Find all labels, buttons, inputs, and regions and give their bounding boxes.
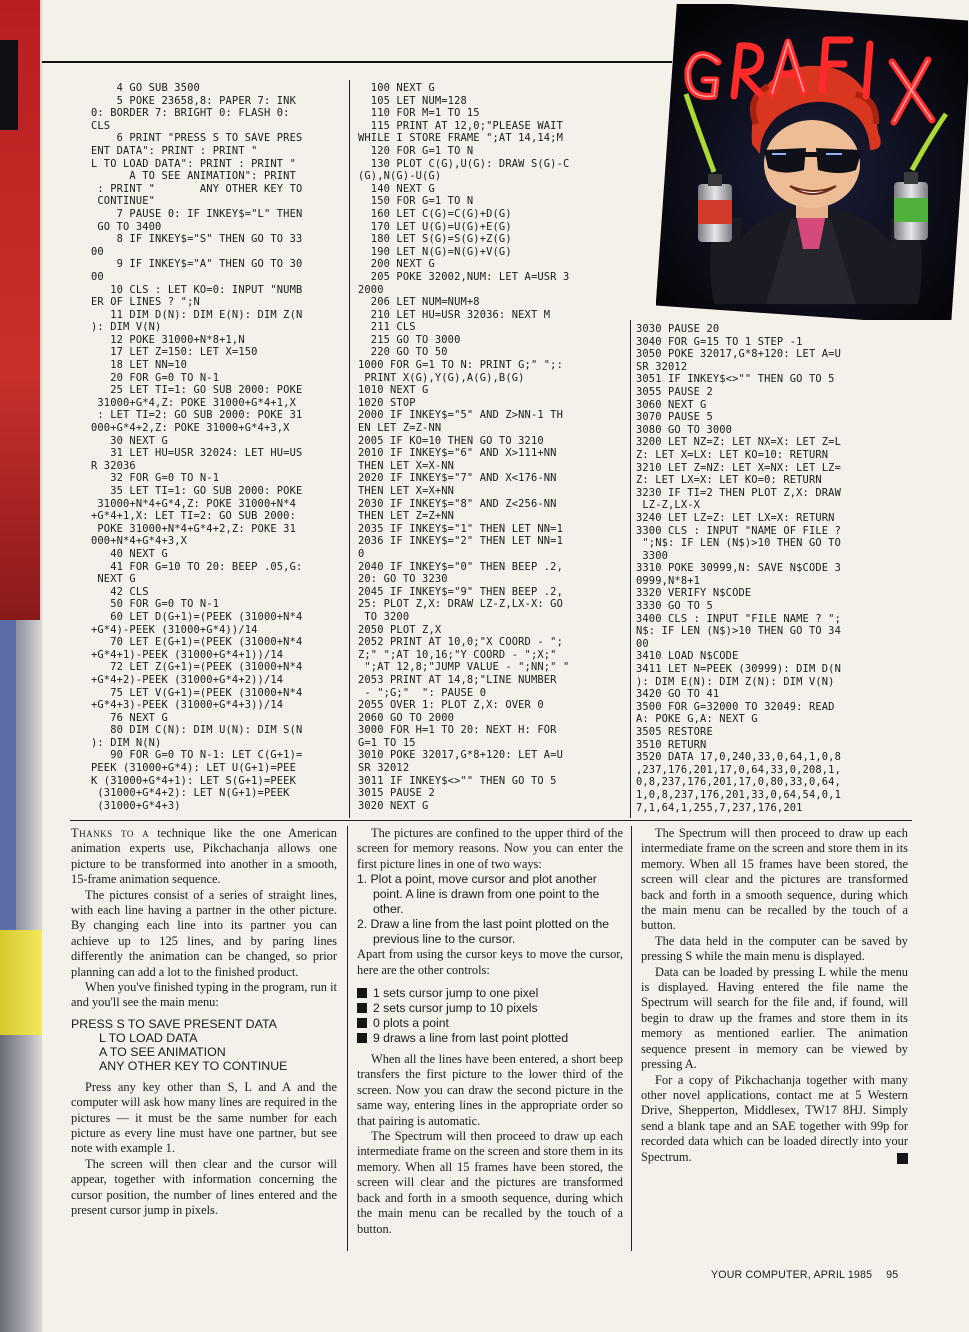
- article-paragraph: The Spectrum will then proceed to draw up each intermediate frame on the screen and store them in its memory. When all 15 frames have been stored, the screen will clear and the pictures are transformed back and forth in a smooth sequence, during which the main menu can be recalled by the touch of a button.: [357, 1129, 623, 1236]
- article-paragraph: Data can be loaded by pressing L while the menu is displayed. Having entered the file name the Spectrum will search for the file and, if found, will begin to draw up the frames and store them in its memory as mentioned earlier. The animation sequence present in memory can be viewed by pressing A.: [641, 964, 908, 1072]
- listing-divider-2: [630, 320, 631, 818]
- bullet-square-icon: [357, 1003, 367, 1013]
- article-column-2: [357, 826, 623, 1237]
- article-paragraph: Press any key other than S, L and A and the computer will ask how many lines are required in the pictures — it must be the same number for each picture as every line must have one partner, but see note with example 1.: [71, 1079, 337, 1156]
- article-paragraph: The Spectrum will then proceed to draw up each intermediate frame on the screen and store them in its memory. When all 15 frames have been stored, the screen will clear and the pictures are transformed back and forth in a smooth sequence, during which the main menu can be recalled by the touch of a button.: [641, 826, 908, 933]
- control-text: 2 sets cursor jump to 10 pixels: [373, 1001, 538, 1016]
- control-text: 1 sets cursor jump to one pixel: [373, 986, 539, 1001]
- article-column-1: [71, 826, 337, 1218]
- page-number: 95: [886, 1269, 899, 1281]
- listing-divider-1: [349, 80, 350, 818]
- article-column-3: [641, 826, 908, 1165]
- list-item: [357, 1016, 623, 1031]
- article-paragraph: When all the lines have been entered, a short beep transfers the first picture to the lower third of the screen. Now you can draw the second picture in the same way, entering lines in the appropriate order so that pairing is automatic.: [357, 1052, 623, 1128]
- text-divider-1: [347, 826, 348, 1251]
- text-divider-2: [631, 826, 632, 1251]
- article-paragraph: [641, 1073, 908, 1165]
- article-paragraph: The pictures are confined to the upper third of the screen for memory reasons. Now you can enter the first picture lines in one of two ways:: [357, 826, 623, 871]
- bullet-square-icon: [357, 1033, 367, 1043]
- list-item: 2. Draw a line from the last point plotted on the previous line to the cursor.: [357, 917, 610, 947]
- menu-line: ANY OTHER KEY TO CONTINUE: [99, 1059, 288, 1074]
- facing-page-edge-blue: [0, 620, 16, 930]
- bullet-square-icon: [357, 988, 367, 998]
- menu-line: L TO LOAD DATA: [99, 1031, 198, 1046]
- page-footer: [711, 1269, 898, 1281]
- facing-page-edge-yellow: [0, 930, 42, 1035]
- end-mark-icon: [897, 1153, 908, 1164]
- magazine-issue: YOUR COMPUTER, APRIL 1985: [711, 1269, 873, 1281]
- article-paragraph: When you've finished typing in the program, run it and you'll see the main menu:: [71, 980, 337, 1010]
- article-paragraph: The data held in the computer can be saved by pressing S while the main menu is displayed.: [641, 933, 908, 964]
- list-item: [357, 986, 623, 1001]
- article-paragraph: Apart from using the cursor keys to move the cursor, here are the other controls:: [357, 947, 623, 977]
- lead-paragraph-text: technique like the one American animation experts use, Pikchachanja allows one picture to be transformed into another in a smooth, 15-frame animation sequence.: [71, 826, 337, 887]
- menu-line: A TO SEE ANIMATION: [99, 1045, 226, 1060]
- basic-listing-column-1: 4 GO SUB 3500 5 POKE 23658,8: PAPER 7: INK 0: BORDER 7: BRIGHT 0: FLASH 0: CLS 6 PRINT "PRESS S TO SAVE PRES ENT DATA": PRINT : PRINT " L TO LOAD DATA": PRINT : PRINT " A TO SEE ANIMATION": PRINT : PRINT " ANY OTHER KEY TO CONTINUE" 7 PAUSE 0: IF INKEY$="L" THEN GO TO 3400 8 IF INKEY$="S" THEN GO TO 33 00 9 IF INKEY$="A" THEN GO TO 30 00 10 CLS : LET KO=0: INPUT "NUMB ER OF LINES ? ";N 11 DIM D(N): DIM E(N): DIM Z(N ): DIM V(N) 12 POKE 31000+N*8+1,N 17 LET Z=150: LET X=150 18 LET NN=10 20 FOR G=0 TO N-1 25 LET TI=1: GO SUB 2000: POKE 31000+G*4,Z: POKE 31000+G*4+1,X : LET TI=2: GO SUB 2000: POKE 31 000+G*4+2,Z: POKE 31000+G*4+3,X 30 NEXT G 31 LET HU=USR 32024: LET HU=US R 32036 32 FOR G=0 TO N-1 35 LET TI=1: GO SUB 2000: POKE 31000+N*4+G*4,Z: POKE 31000+N*4 +G*4+1,X: LET TI=2: GO SUB 2000: POKE 31000+N*4+G*4+2,Z: POKE 31 000+N*4+G*4+3,X 40 NEXT G 41 FOR G=10 TO 20: BEEP .05,G: NEXT G 42 CLS 50 FOR G=0 TO N-1 60 LET D(G+1)=(PEEK (31000+N*4 +G*4)-PEEK (31000+G*4))/14 70 LET E(G+1)=(PEEK (31000+N*4 +G*4+1)-PEEK (31000+G*4+1))/14 72 LET Z(G+1)=(PEEK (31000+N*4 +G*4+2)-PEEK (31000+G*4+2))/14 75 LET V(G+1)=(PEEK (31000+N*4 +G*4+3)-PEEK (31000+G*4+3))/14 76 NEXT G 80 DIM C(N): DIM U(N): DIM S(N ): DIM N(N) 90 FOR G=0 TO N-1: LET C(G+1)= PEEK (31000+G*4): LET U(G+1)=PEE K (31000+G*4+1): LET S(G+1)=PEEK (31000+G*4+2): LET N(G+1)=PEEK (31000+G*4+3): [91, 82, 303, 812]
- grafix-illustration: [656, 4, 968, 320]
- lead-in: Thanks to a: [71, 826, 150, 840]
- controls-list: [357, 986, 623, 1046]
- basic-listing-column-2: 100 NEXT G 105 LET NUM=128 110 FOR M=1 TO 15 115 PRINT AT 12,0;"PLEASE WAIT WHILE I STORE FRAME ";AT 14,14;M 120 FOR G=1 TO N 130 PLOT C(G),U(G): DRAW S(G)-C (G),N(G)-U(G) 140 NEXT G 150 FOR G=1 TO N 160 LET C(G)=C(G)+D(G) 170 LET U(G)=U(G)+E(G) 180 LET S(G)=S(G)+Z(G) 190 LET N(G)=N(G)+V(G) 200 NEXT G 205 POKE 32002,NUM: LET A=USR 3 2000 206 LET NUM=NUM+8 210 LET HU=USR 32036: NEXT M 211 CLS 215 GO TO 3000 220 GO TO 50 1000 FOR G=1 TO N: PRINT G;" ";: PRINT X(G),Y(G),A(G),B(G) 1010 NEXT G 1020 STOP 2000 IF INKEY$="5" AND Z>NN-1 TH EN LET Z=Z-NN 2005 IF KO=10 THEN GO TO 3210 2010 IF INKEY$="6" AND X>111+NN THEN LET X=X-NN 2020 IF INKEY$="7" AND X<176-NN THEN LET X=X+NN 2030 IF INKEY$="8" AND Z<256-NN THEN LET Z=Z+NN 2035 IF INKEY$="1" THEN LET NN=1 2036 IF INKEY$="2" THEN LET NN=1 0 2040 IF INKEY$="0" THEN BEEP .2, 20: GO TO 3230 2045 IF INKEY$="9" THEN BEEP .2, 25: PLOT Z,X: DRAW LZ-Z,LX-X: GO TO 3200 2050 PLOT Z,X 2052 PRINT AT 10,0;"X COORD - "; Z;" ";AT 10,16;"Y COORD - ";X;" ";AT 12,8;"JUMP VALUE - ";NN;" " 2053 PRINT AT 14,8;"LINE NUMBER - ";G;" ": PAUSE 0 2055 OVER 1: PLOT Z,X: OVER 0 2060 GO TO 2000 3000 FOR H=1 TO 20: NEXT H: FOR G=1 TO 15 3010 POKE 32017,G*8+120: LET A=U SR 32012 3011 IF INKEY$<>"" THEN GO TO 5 3015 PAUSE 2 3020 NEXT G: [358, 82, 570, 812]
- control-text: 9 draws a line from last point plotted: [373, 1031, 569, 1046]
- menu-line: PRESS S TO SAVE PRESENT DATA: [71, 1016, 277, 1031]
- closing-paragraph-text: For a copy of Pikchachanja together with many other novel applications, contact me at 5 Western Drive, Shepperton, Middlesex, TW17 8HJ. Simply send a blank tape and an SAE together with 99p for recorded data which can be loaded directly into your Spectrum.: [641, 1072, 908, 1164]
- bullet-square-icon: [357, 1018, 367, 1028]
- facing-page-edge-black: [0, 40, 18, 130]
- list-item: 1. Plot a point, move cursor and plot another point. A line is drawn from one point to the other.: [357, 872, 600, 917]
- article-paragraph: [71, 826, 337, 888]
- list-item: [357, 1001, 623, 1016]
- header-rule: [42, 61, 672, 63]
- drawing-methods-list: [357, 872, 623, 947]
- control-text: 0 plots a point: [373, 1016, 449, 1031]
- listing-bottom-rule: [70, 820, 912, 821]
- article-paragraph: The screen will then clear and the cursor will appear, together with information concerning the cursor position, the number of lines entered and the present cursor jump in pixels.: [71, 1156, 337, 1217]
- basic-listing-column-3: 3030 PAUSE 20 3040 FOR G=15 TO 1 STEP -1 3050 POKE 32017,G*8+120: LET A=U SR 32012 3051 IF INKEY$<>"" THEN GO TO 5 3055 PAUSE 2 3060 NEXT G 3070 PAUSE 5 3080 GO TO 3000 3200 LET NZ=Z: LET NX=X: LET Z=L Z: LET X=LX: LET KO=10: RETURN 3210 LET Z=NZ: LET X=NX: LET LZ= Z: LET LX=X: LET KO=0: RETURN 3230 IF TI=2 THEN PLOT Z,X: DRAW LZ-Z,LX-X 3240 LET LZ=Z: LET LX=X: RETURN 3300 CLS : INPUT "NAME OF FILE ? ";N$: IF LEN (N$)>10 THEN GO TO 3300 3310 POKE 30999,N: SAVE N$CODE 3 0999,N*8+1 3320 VERIFY N$CODE 3330 GO TO 5 3400 CLS : INPUT "FILE NAME ? "; N$: IF LEN (N$)>10 THEN GO TO 34 00 3410 LOAD N$CODE 3411 LET N=PEEK (30999): DIM D(N ): DIM E(N): DIM Z(N): DIM V(N) 3420 GO TO 41 3500 FOR G=32000 TO 32049: READ A: POKE G,A: NEXT G 3505 RESTORE 3510 RETURN 3520 DATA 17,0,240,33,0,64,1,0,8 ,237,176,201,17,0,64,33,0,208,1, 0,8,237,176,201,17,0,80,33,0,64, 1,0,8,237,176,201,33,0,64,54,0,1 7,1,64,1,255,7,237,176,201: [636, 323, 841, 814]
- article-paragraph: The pictures consist of a series of straight lines, with each line having a partner in the other picture. By changing each line into its partner you can achieve up to 125 lines, and by paring lines differently the animation can be changed, so prior planning can add a lot to the finished product.: [71, 887, 337, 979]
- list-item: [357, 1031, 623, 1046]
- main-menu-example: [71, 1017, 337, 1074]
